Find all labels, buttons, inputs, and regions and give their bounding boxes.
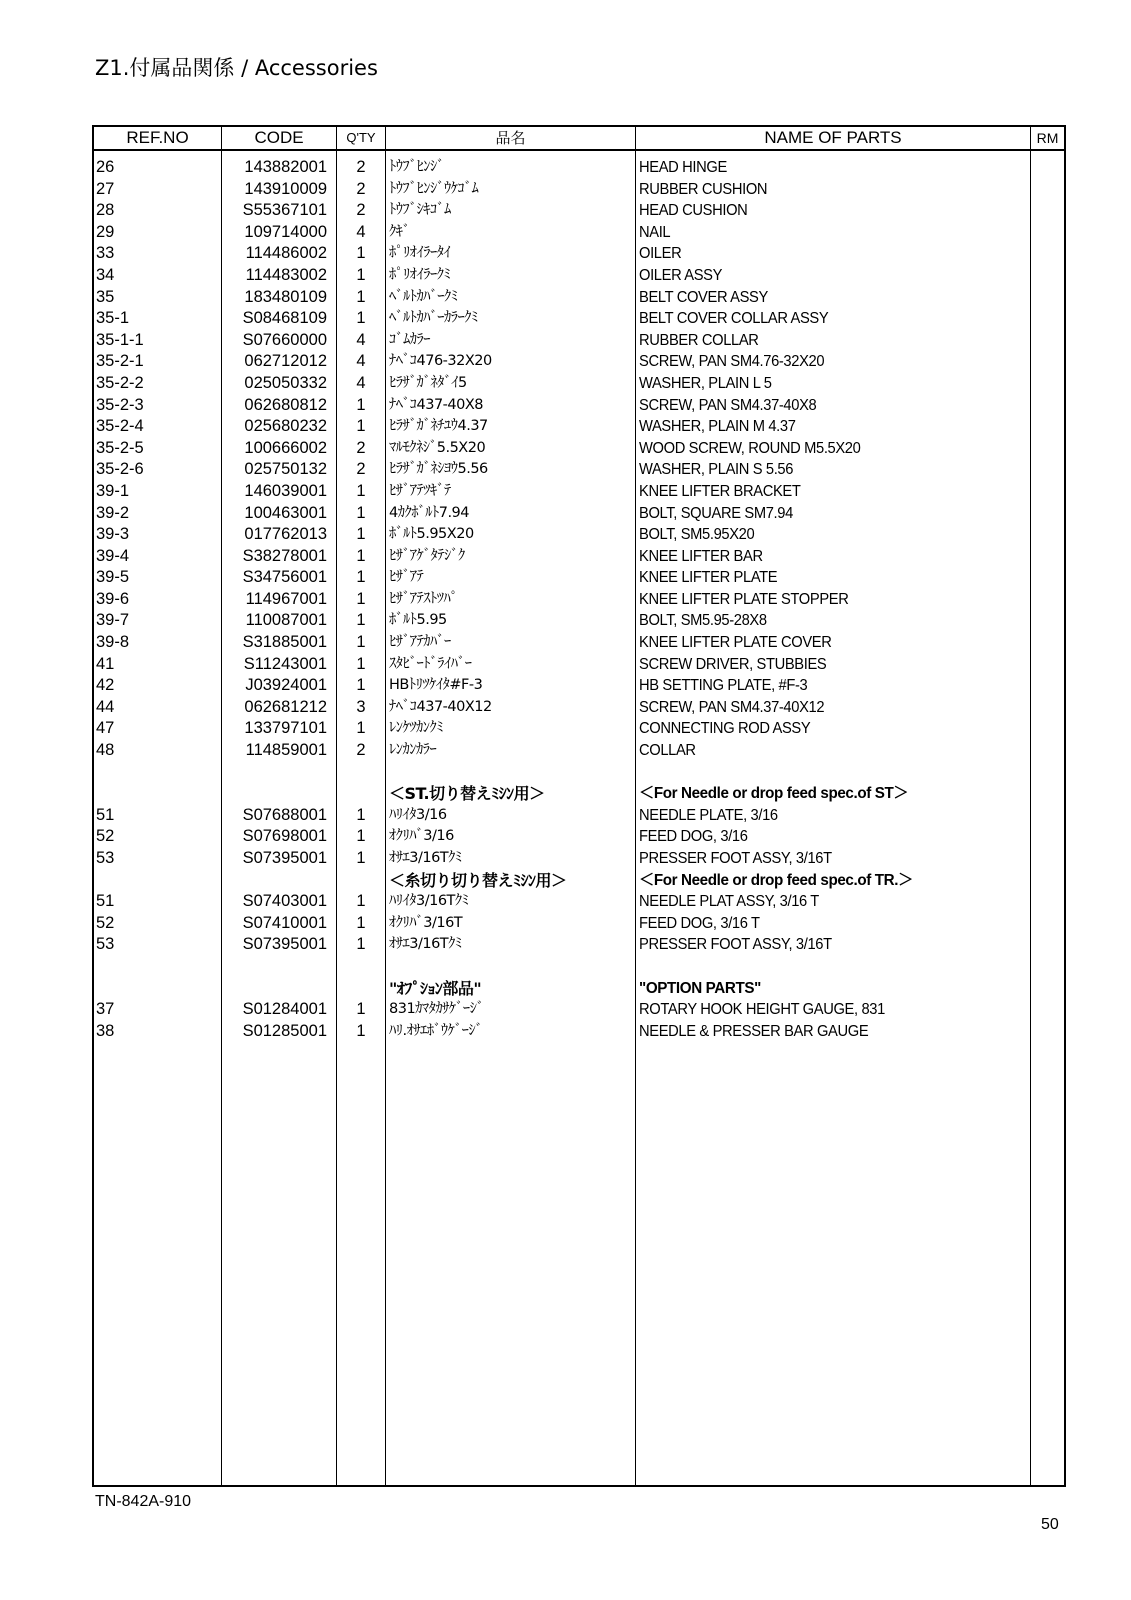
- code-cell: 062681212: [244, 697, 327, 716]
- jp-name-cell: ﾅﾍﾞｺ437-40X8: [389, 396, 484, 413]
- ref-no-cell: 53: [96, 935, 115, 954]
- ref-no-cell: 39-6: [96, 589, 130, 608]
- qty-cell: 1: [356, 589, 366, 608]
- qty-cell: 4: [356, 373, 366, 392]
- jp-name-cell: ﾚﾝｶﾝｶﾗｰ: [389, 742, 437, 759]
- code-cell: S31885001: [242, 633, 327, 652]
- code-cell: 025680232: [244, 417, 327, 436]
- table-row: [0, 567, 1131, 589]
- qty-cell: 2: [356, 158, 366, 176]
- table-row: [0, 330, 1131, 352]
- table-row: [0, 675, 1131, 697]
- part-name-cell: HEAD CUSHION: [639, 202, 748, 220]
- part-name-cell: OILER: [639, 245, 682, 263]
- qty-cell: 2: [356, 741, 366, 760]
- jp-name-cell: "ｵﾌﾟｼｮﾝ部品": [389, 978, 482, 998]
- code-cell: J03924001: [245, 676, 327, 695]
- code-cell: 133797101: [244, 719, 327, 738]
- part-name-cell: SCREW DRIVER, STUBBIES: [639, 655, 827, 673]
- jp-name-cell: ﾋﾗｻﾞｶﾞﾈﾀﾞｲ5: [389, 374, 467, 391]
- table-row: [0, 913, 1131, 935]
- jp-name-cell: ﾋﾗｻﾞｶﾞﾈﾁﾕｳ4.37: [389, 418, 488, 435]
- jp-name-cell: ﾚﾝｹﾂｶﾝｸﾐ: [389, 720, 443, 737]
- table-row: [0, 848, 1131, 870]
- jp-name-cell: ﾊﾘｲﾀ3/16Tｸﾐ: [389, 893, 469, 910]
- ref-no-cell: 39-5: [96, 568, 130, 587]
- part-name-cell: FEED DOG, 3/16: [639, 828, 748, 846]
- table-row: [0, 956, 1131, 978]
- table-row: [0, 373, 1131, 395]
- ref-no-cell: 52: [96, 913, 115, 932]
- part-name-cell: HB SETTING PLATE, #F-3: [639, 677, 808, 695]
- jp-name-cell: ﾄｳﾌﾞﾋﾝｼﾞ: [389, 159, 444, 175]
- jp-name-cell: ﾋｻﾞｱｹﾞﾀﾃｼﾞｸ: [389, 547, 465, 564]
- part-name-cell: RUBBER CUSHION: [639, 180, 768, 198]
- qty-cell: 1: [356, 309, 366, 328]
- header-divider: [92, 149, 1066, 151]
- qty-cell: 3: [356, 697, 366, 716]
- jp-name-cell: ｵｸﾘﾊﾞ3/16T: [389, 914, 463, 931]
- part-name-cell: NEEDLE PLAT ASSY, 3/16 T: [639, 893, 819, 911]
- ref-no-cell: 35-2-3: [96, 395, 144, 414]
- section-heading-row: [0, 978, 1131, 1000]
- code-cell: S55367101: [242, 201, 327, 220]
- code-cell: S07403001: [242, 892, 327, 911]
- jp-name-cell: HBﾄﾘﾂｹｲﾀ#F-3: [389, 677, 483, 694]
- code-cell: S07395001: [242, 935, 327, 954]
- table-row: [0, 632, 1131, 654]
- qty-cell: 1: [356, 417, 366, 436]
- code-cell: 017762013: [244, 525, 327, 544]
- ref-no-cell: 29: [96, 222, 115, 241]
- code-cell: S34756001: [242, 568, 327, 587]
- jp-name-cell: ﾎﾞﾙﾄ5.95X20: [389, 526, 474, 543]
- jp-name-cell: ｵｻｴ3/16Tｸﾐ: [389, 936, 462, 953]
- ref-no-cell: 52: [96, 827, 115, 846]
- part-name-cell: PRESSER FOOT ASSY, 3/16T: [639, 936, 832, 954]
- part-name-cell: OILER ASSY: [639, 266, 723, 284]
- qty-cell: 4: [356, 352, 366, 371]
- code-cell: S07395001: [242, 849, 327, 867]
- table-row: [0, 503, 1131, 525]
- part-name-cell: KNEE LIFTER PLATE: [639, 569, 778, 587]
- table-row: [0, 826, 1131, 848]
- code-cell: 114859001: [245, 741, 327, 760]
- table-row: [0, 287, 1131, 309]
- qty-cell: 2: [356, 438, 366, 457]
- part-name-cell: ROTARY HOOK HEIGHT GAUGE, 831: [639, 1001, 885, 1019]
- jp-name-cell: ﾊﾘｲﾀ3/16: [389, 806, 447, 823]
- code-cell: 114486002: [245, 244, 327, 263]
- table-row: [0, 438, 1131, 460]
- qty-cell: 1: [356, 805, 366, 824]
- header-rm: RM: [1036, 130, 1059, 146]
- table-row: [0, 157, 1131, 179]
- table-row: [0, 265, 1131, 287]
- table-row: [0, 546, 1131, 568]
- qty-cell: 1: [356, 503, 366, 522]
- ref-no-cell: 48: [96, 741, 115, 760]
- qty-cell: 1: [356, 849, 366, 867]
- ref-no-cell: 39-7: [96, 611, 130, 630]
- jp-name-cell: ｺﾞﾑｶﾗｰ: [389, 331, 430, 348]
- table-row: [0, 654, 1131, 676]
- part-name-cell: KNEE LIFTER BAR: [639, 547, 763, 565]
- ref-no-cell: 44: [96, 697, 115, 716]
- header-name-of-parts: NAME OF PARTS: [764, 128, 902, 147]
- code-cell: 109714000: [244, 222, 327, 241]
- qty-cell: 1: [356, 676, 366, 695]
- qty-cell: 1: [356, 244, 366, 263]
- jp-name-cell: ＜ST.切り替えﾐｼﾝ用＞: [389, 784, 545, 804]
- table-row: [0, 351, 1131, 373]
- code-cell: 100463001: [244, 503, 327, 522]
- part-name-cell: WASHER, PLAIN L 5: [639, 374, 772, 392]
- part-name-cell: PRESSER FOOT ASSY, 3/16T: [639, 850, 832, 867]
- table-row: [0, 222, 1131, 244]
- jp-name-cell: 831ｶﾏﾀｶｻｹﾞｰｼﾞ: [389, 1001, 484, 1018]
- jp-name-cell: ﾊﾘ.ｵｻｴﾎﾞｳｹﾞｰｼﾞ: [389, 1022, 483, 1039]
- table-row: [0, 891, 1131, 913]
- ref-no-cell: 38: [96, 1021, 115, 1040]
- table-row: [0, 308, 1131, 330]
- code-cell: 062712012: [244, 352, 327, 371]
- code-cell: 100666002: [244, 438, 327, 457]
- code-cell: 062680812: [244, 395, 327, 414]
- jp-name-cell: ｵｻｴ3/16Tｸﾐ: [389, 850, 462, 866]
- table-row: [0, 762, 1131, 784]
- table-row: [0, 999, 1131, 1021]
- table-row: [0, 395, 1131, 417]
- code-cell: 183480109: [244, 287, 327, 306]
- table-row: [0, 610, 1131, 632]
- jp-name-cell: ﾋｻﾞｱﾃﾂｷﾞﾃ: [389, 482, 451, 499]
- ref-no-cell: 26: [96, 158, 115, 176]
- part-name-cell: BOLT, SM5.95X20: [639, 526, 755, 544]
- jp-name-cell: ﾏﾙﾓｸﾈｼﾞ5.5X20: [389, 439, 486, 456]
- jp-name-cell: ｵｸﾘﾊﾞ3/16: [389, 828, 454, 845]
- page-number: 50: [1041, 1516, 1059, 1533]
- qty-cell: 1: [356, 395, 366, 414]
- qty-cell: 1: [356, 913, 366, 932]
- jp-name-cell: ﾎﾟﾘｵｲﾗｰﾀｲ: [389, 245, 451, 262]
- qty-cell: 1: [356, 935, 366, 954]
- table-row: [0, 805, 1131, 827]
- qty-cell: 2: [356, 460, 366, 479]
- code-cell: S01284001: [242, 1000, 327, 1019]
- qty-cell: 1: [356, 1000, 366, 1019]
- ref-no-cell: 28: [96, 201, 115, 220]
- section-heading-row: [0, 870, 1131, 892]
- jp-name-cell: ﾎﾟﾘｵｲﾗｰｸﾐ: [389, 266, 451, 283]
- part-name-cell: BELT COVER ASSY: [639, 288, 768, 306]
- table-row: [0, 1021, 1131, 1043]
- ref-no-cell: 42: [96, 676, 115, 695]
- qty-cell: 1: [356, 827, 366, 846]
- part-name-cell: RUBBER COLLAR: [639, 331, 759, 349]
- qty-cell: 1: [356, 481, 366, 500]
- ref-no-cell: 39-8: [96, 633, 130, 652]
- jp-name-cell: ﾋｻﾞｱﾃｶﾊﾞｰ: [389, 634, 451, 651]
- ref-no-cell: 35-1: [96, 309, 130, 328]
- part-name-cell: ＜For Needle or drop feed spec.of TR.＞: [639, 871, 913, 889]
- code-cell: 146039001: [244, 481, 327, 500]
- code-cell: S08468109: [242, 309, 327, 328]
- document-id: TN-842A-910: [95, 1493, 192, 1510]
- qty-cell: 1: [356, 525, 366, 544]
- qty-cell: 4: [356, 330, 366, 349]
- table-row: [0, 179, 1131, 201]
- code-cell: S07688001: [242, 805, 327, 824]
- table-row: [0, 459, 1131, 481]
- ref-no-cell: 51: [96, 892, 115, 911]
- table-row: [0, 200, 1131, 222]
- code-cell: S11243001: [243, 654, 327, 673]
- part-name-cell: KNEE LIFTER BRACKET: [639, 482, 801, 500]
- table-row: [0, 481, 1131, 503]
- jp-name-cell: ﾍﾞﾙﾄｶﾊﾞｰｸﾐ: [389, 288, 458, 305]
- ref-no-cell: 39-3: [96, 525, 130, 544]
- qty-cell: 1: [356, 287, 366, 306]
- part-name-cell: "OPTION PARTS": [639, 979, 761, 997]
- code-cell: S01285001: [242, 1021, 327, 1040]
- qty-cell: 1: [356, 1021, 366, 1040]
- header-code: CODE: [254, 128, 304, 147]
- section-heading-row: [0, 783, 1131, 805]
- part-name-cell: BOLT, SM5.95-28X8: [639, 612, 767, 630]
- part-name-cell: FEED DOG, 3/16 T: [639, 914, 760, 932]
- table-row: [0, 243, 1131, 265]
- table-row: [0, 740, 1131, 762]
- ref-no-cell: 35-2-5: [96, 438, 144, 457]
- jp-name-cell: ﾋｻﾞｱﾃ: [389, 569, 424, 586]
- jp-name-cell: ｽﾀﾋﾞｰﾄﾞﾗｲﾊﾞｰ: [389, 655, 472, 672]
- header-ref-no: REF.NO: [126, 128, 189, 147]
- jp-name-cell: ﾅﾍﾞｺ437-40X12: [389, 698, 492, 715]
- ref-no-cell: 41: [96, 654, 115, 673]
- jp-name-cell: ﾄｳﾌﾞｼｷｺﾞﾑ: [389, 202, 451, 219]
- jp-name-cell: ﾋﾗｻﾞｶﾞﾈｼﾖｳ5.56: [389, 461, 488, 478]
- table-row: [0, 934, 1131, 956]
- table-row: [0, 697, 1131, 719]
- code-cell: 110087001: [245, 611, 327, 630]
- table-row: [0, 416, 1131, 438]
- ref-no-cell: 35-2-1: [96, 352, 144, 371]
- ref-no-cell: 39-2: [96, 503, 130, 522]
- code-cell: S38278001: [242, 546, 327, 565]
- jp-name-cell: ﾋｻﾞｱﾃｽﾄﾂﾊﾟ: [389, 590, 458, 607]
- ref-no-cell: 39-4: [96, 546, 130, 565]
- part-name-cell: NEEDLE & PRESSER BAR GAUGE: [639, 1022, 869, 1040]
- ref-no-cell: 53: [96, 849, 115, 867]
- qty-cell: 1: [356, 265, 366, 284]
- qty-cell: 2: [356, 201, 366, 220]
- qty-cell: 4: [356, 222, 366, 241]
- ref-no-cell: 37: [96, 1000, 115, 1019]
- part-name-cell: WOOD SCREW, ROUND M5.5X20: [639, 439, 861, 457]
- code-cell: 143882001: [244, 158, 327, 176]
- part-name-cell: BOLT, SQUARE SM7.94: [639, 504, 793, 522]
- jp-name-cell: ＜糸切り切り替えﾐｼﾝ用＞: [389, 870, 567, 890]
- qty-cell: 1: [356, 719, 366, 738]
- part-name-cell: SCREW, PAN SM4.76-32X20: [639, 353, 825, 371]
- qty-cell: 1: [356, 568, 366, 587]
- table-row: [0, 524, 1131, 546]
- part-name-cell: ＜For Needle or drop feed spec.of ST＞: [639, 785, 909, 803]
- jp-name-cell: ﾄｳﾌﾞﾋﾝｼﾞｳｹｺﾞﾑ: [389, 180, 479, 197]
- code-cell: 114483002: [245, 265, 327, 284]
- ref-no-cell: 27: [96, 179, 115, 198]
- code-cell: 114967001: [245, 589, 327, 608]
- qty-cell: 1: [356, 546, 366, 565]
- qty-cell: 1: [356, 654, 366, 673]
- part-name-cell: HEAD HINGE: [639, 159, 727, 176]
- part-name-cell: COLLAR: [639, 742, 696, 760]
- code-cell: 143910009: [244, 179, 327, 198]
- ref-no-cell: 35-2-2: [96, 373, 144, 392]
- ref-no-cell: 51: [96, 805, 115, 824]
- ref-no-cell: 35-1-1: [96, 330, 144, 349]
- part-name-cell: NEEDLE PLATE, 3/16: [639, 806, 778, 824]
- parts-table-body: [0, 157, 1131, 1042]
- code-cell: 025750132: [244, 460, 327, 479]
- ref-no-cell: 34: [96, 265, 115, 284]
- ref-no-cell: 35-2-6: [96, 460, 144, 479]
- page-title: Z1.付属品関係 / Accessories: [95, 56, 378, 80]
- code-cell: S07660000: [242, 330, 327, 349]
- part-name-cell: WASHER, PLAIN S 5.56: [639, 461, 794, 479]
- part-name-cell: SCREW, PAN SM4.37-40X12: [639, 698, 825, 716]
- ref-no-cell: 33: [96, 244, 115, 263]
- qty-cell: 1: [356, 611, 366, 630]
- jp-name-cell: 4ｶｸﾎﾞﾙﾄ7.94: [389, 504, 470, 521]
- jp-name-cell: ﾅﾍﾞｺ476-32X20: [389, 353, 492, 370]
- code-cell: S07410001: [242, 913, 327, 932]
- ref-no-cell: 35: [96, 287, 115, 306]
- jp-name-cell: ｸｷﾞ: [389, 223, 410, 240]
- part-name-cell: KNEE LIFTER PLATE COVER: [639, 634, 832, 652]
- part-name-cell: CONNECTING ROD ASSY: [639, 720, 811, 738]
- ref-no-cell: 35-2-4: [96, 417, 144, 436]
- header-qty: Q'TY: [346, 130, 376, 145]
- qty-cell: 1: [356, 892, 366, 911]
- code-cell: S07698001: [242, 827, 327, 846]
- code-cell: 025050332: [244, 373, 327, 392]
- part-name-cell: WASHER, PLAIN M 4.37: [639, 418, 796, 436]
- ref-no-cell: 47: [96, 719, 115, 738]
- part-name-cell: SCREW, PAN SM4.37-40X8: [639, 396, 817, 414]
- jp-name-cell: ﾎﾞﾙﾄ5.95: [389, 612, 447, 629]
- qty-cell: 1: [356, 633, 366, 652]
- part-name-cell: KNEE LIFTER PLATE STOPPER: [639, 590, 849, 608]
- table-row: [0, 589, 1131, 611]
- part-name-cell: BELT COVER COLLAR ASSY: [639, 310, 829, 328]
- qty-cell: 2: [356, 179, 366, 198]
- header-jp-name: 品名: [495, 129, 526, 147]
- jp-name-cell: ﾍﾞﾙﾄｶﾊﾞｰｶﾗｰｸﾐ: [389, 310, 478, 327]
- ref-no-cell: 39-1: [96, 481, 130, 500]
- part-name-cell: NAIL: [639, 223, 671, 241]
- table-row: [0, 718, 1131, 740]
